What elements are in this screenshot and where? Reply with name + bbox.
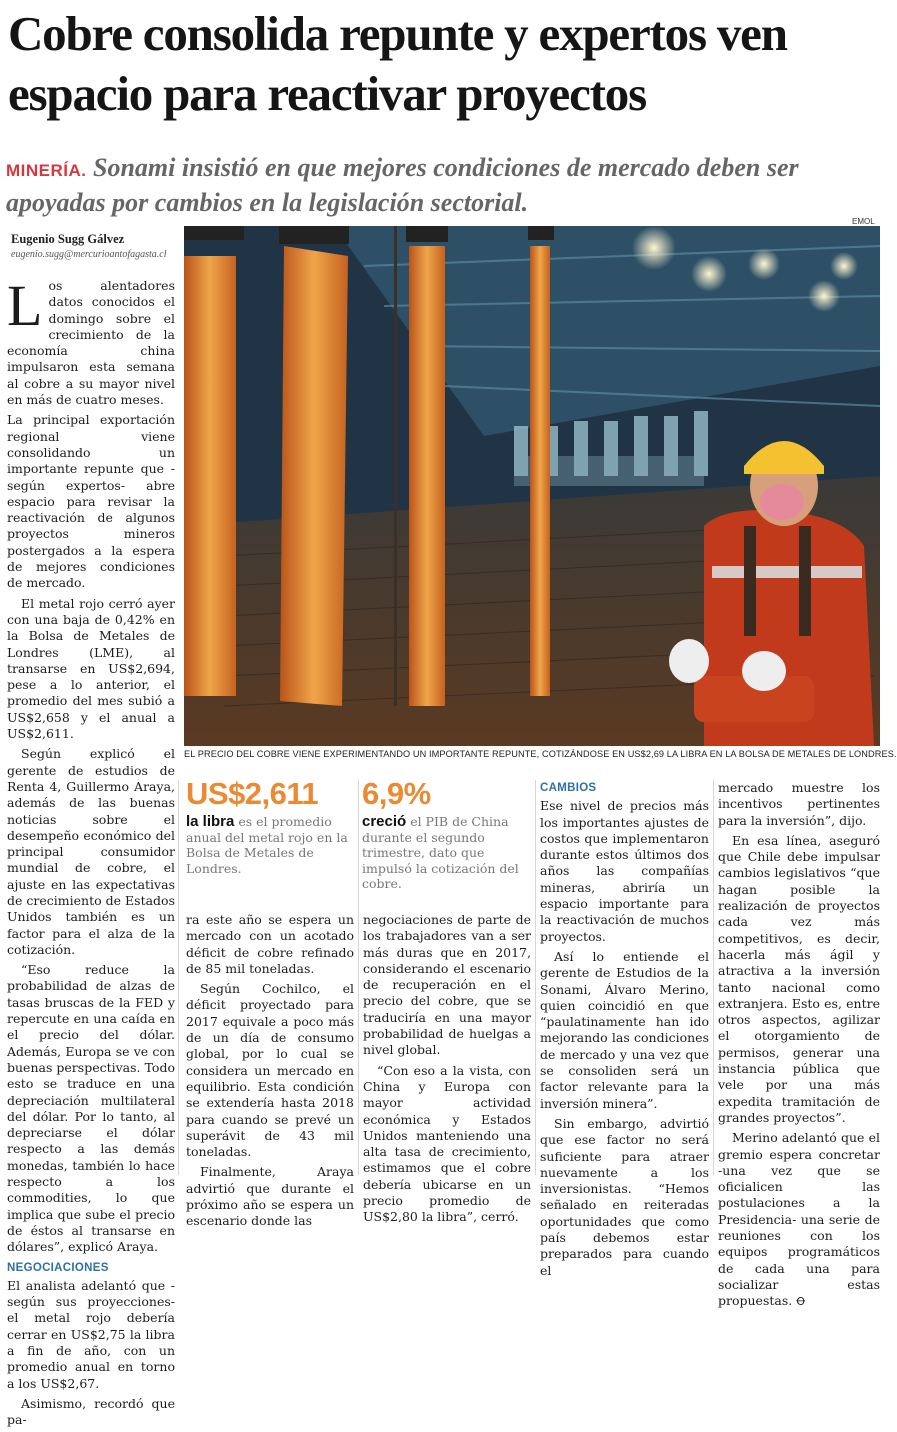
headline: Cobre consolida repunte y expertos ven espacio para reactivar proyectos bbox=[8, 6, 787, 121]
author-name: Eugenio Sugg Gálvez bbox=[11, 232, 125, 246]
column-1 bbox=[7, 273, 175, 1432]
stat-value: 6,9% bbox=[362, 776, 431, 811]
paragraph: Ese nivel de precios más los importantes ajustes de costos que implementaron durante estos últimos dos años las compañías mineras, abriría un espacio importante para la reactivación de muchos proyectos. bbox=[540, 798, 709, 944]
stat-description bbox=[362, 814, 530, 892]
paragraph: Según Cochilco, el déficit proyectado para 2017 equivale a poco más de un día de consumo global, por lo cual se considera un mercado en equilibrio. Esta condición se extendería hasta 2018 para cuando se prevé un superávit de 43 mil toneladas. bbox=[186, 981, 354, 1160]
stat-lead: la libra bbox=[186, 813, 235, 830]
paragraph: mercado muestre los incentivos pertinentes para la inversión”, dijo. bbox=[718, 780, 880, 828]
subhead-negociaciones: NEGOCIACIONES bbox=[7, 1261, 109, 1274]
paragraph: “Con eso a la vista, con China y Europa con mayor actividad económica y Estados Unidos manteniendo una alta tasa de crecimiento, estimamos que el cobre debería ubicarse en un precio promedio de US$2,80 la libra”, cerró. bbox=[363, 1062, 531, 1225]
paragraph: El analista adelantó que -según sus proyecciones- el metal rojo debería cerrar en US$2,75 la libra a fin de año, con un promedio anual en torno a los US$2,67. bbox=[7, 1277, 175, 1391]
photo-illustration bbox=[184, 226, 880, 746]
paragraph: Según explicó el gerente de estudios de Renta 4, Guillermo Araya, además de las buenas noticias sobre el desempeño económico del principal consumidor mundial de cobre, el ajuste en las expectativas de crecimiento de Estados Unidos también es un factor para el alza de la cotización. bbox=[7, 746, 175, 957]
paragraph: En esa línea, aseguró que Chile debe impulsar cambios legislativos “que hagan posible la realización de proyectos cada vez más competitivos, es decir, hacerla más ágil y atractiva a la inversión tanto nacional como extranjera. Esto es, entre otros aspectos, agilizar el otorgamiento de permisos, generar una instancia pública que vele por una más expedita tramitación de grandes proyectos”. bbox=[718, 832, 880, 1125]
byline bbox=[11, 231, 179, 263]
stat-description bbox=[186, 814, 356, 876]
column-rule bbox=[535, 780, 536, 1175]
paragraph-text: os alentadores datos conocidos el domingo sobre el crecimiento de la economía china impulsaron esta semana al cobre a su mayor nivel en más de cuatro meses. bbox=[7, 278, 175, 408]
column-5 bbox=[718, 780, 880, 1315]
paragraph bbox=[7, 273, 175, 408]
paragraph: negociaciones de parte de los trabajadores van a ser más duras que en 2017, considerando el escenario de recuperación en el precio del cobre, que se traduciría en una mayor probabilidad de huelgas a nivel global. bbox=[363, 912, 531, 1058]
paragraph bbox=[718, 1130, 880, 1310]
paragraph: Sin embargo, advirtió que ese factor no será suficiente para atraer nuevamente a los inversionistas. “Hemos señalado en reiteradas oportunidades que como país debemos estar preparados para cuando el bbox=[540, 1115, 709, 1278]
end-mark-icon: Ꝋ bbox=[796, 1295, 806, 1309]
paragraph: ra este año se espera un mercado con un acotado déficit de cobre refinado de 85 mil toneladas. bbox=[186, 912, 354, 976]
column-3 bbox=[363, 912, 531, 1230]
paragraph-text: Merino adelantó que el gremio espera concretar -una vez que se oficialicen las postulaciones a la Presidencia- una serie de reuniones con los equipos programáticos de cada una para socializar estas propuestas. bbox=[718, 1130, 880, 1309]
deck-text: Sonami insistió en que mejores condiciones de mercado deben ser apoyadas por cambios en la legislación sectorial. bbox=[6, 153, 799, 217]
stat-box-gdp bbox=[362, 776, 530, 892]
paragraph: Asimismo, recordó que pa- bbox=[7, 1395, 175, 1428]
stat-value: US$2,611 bbox=[186, 776, 319, 811]
column-2 bbox=[186, 912, 354, 1234]
stat-box-price bbox=[186, 776, 356, 876]
column-rule bbox=[178, 780, 179, 1175]
subhead-cambios: CAMBIOS bbox=[540, 782, 597, 794]
paragraph: La principal exportación regional viene consolidando un importante repunte que -según expertos- abre espacio para revisar la reactivación de algunos proyectos mineros postergados a la espera de mejores condiciones de mercado. bbox=[7, 412, 175, 591]
photo-credit: EMOL bbox=[852, 217, 875, 226]
stat-text: el PIB de China durante el segundo trimestre, dato que impulsó la cotización del cobre. bbox=[362, 814, 519, 891]
paragraph: El metal rojo cerró ayer con una baja de 0,42% en la Bolsa de Metales de Londres (LME), al transarse en US$2,694, pese a lo anterior, el promedio del mes subió a US$2,658 y el anual a US$2,611. bbox=[7, 595, 175, 742]
stat-text: es el promedio anual del metal rojo en la Bolsa de Metales de Londres. bbox=[186, 814, 348, 876]
paragraph: Así lo entiende el gerente de Estudios de la Sonami, Álvaro Merino, quien coincidió en que “paulatinamente han ido mejorando las condiciones de mercado y una vez que se consoliden será un factor relevante para la inversión minera”. bbox=[540, 948, 709, 1111]
paragraph: “Eso reduce la probabilidad de alzas de tasas bruscas de la FED y repercute en una caída en el precio del dólar. Además, Europa se ve con buenas perspectivas. Todo esto se traduce en una depreciación multilateral del dólar. Por lo tanto, al depreciarse el dólar respecto a las demás monedas, también lo hace respecto a los commodities, lo que implica que sube el precio de éstos al transarse en dólares”, explicó Araya. bbox=[7, 962, 175, 1255]
photo-caption: EL PRECIO DEL COBRE VIENE EXPERIMENTANDO UN IMPORTANTE REPUNTE, COTIZÁNDOSE EN US$2,69 LA LIBRA EN LA BOLSA DE METALES DE LONDRES. bbox=[184, 749, 897, 759]
deck bbox=[6, 152, 876, 219]
column-rule bbox=[358, 780, 359, 1175]
column-rule bbox=[713, 780, 714, 1175]
author-email: eugenio.sugg@mercurioantofagasta.cl bbox=[11, 249, 167, 260]
paragraph: Finalmente, Araya advirtió que durante el próximo año se espera un escenario donde las bbox=[186, 1164, 354, 1229]
column-4 bbox=[540, 780, 709, 1283]
copper-cathodes-photo bbox=[184, 226, 880, 746]
drop-cap: L bbox=[7, 273, 43, 338]
stat-lead: creció bbox=[362, 813, 407, 830]
section-label: MINERÍA. bbox=[6, 161, 87, 180]
